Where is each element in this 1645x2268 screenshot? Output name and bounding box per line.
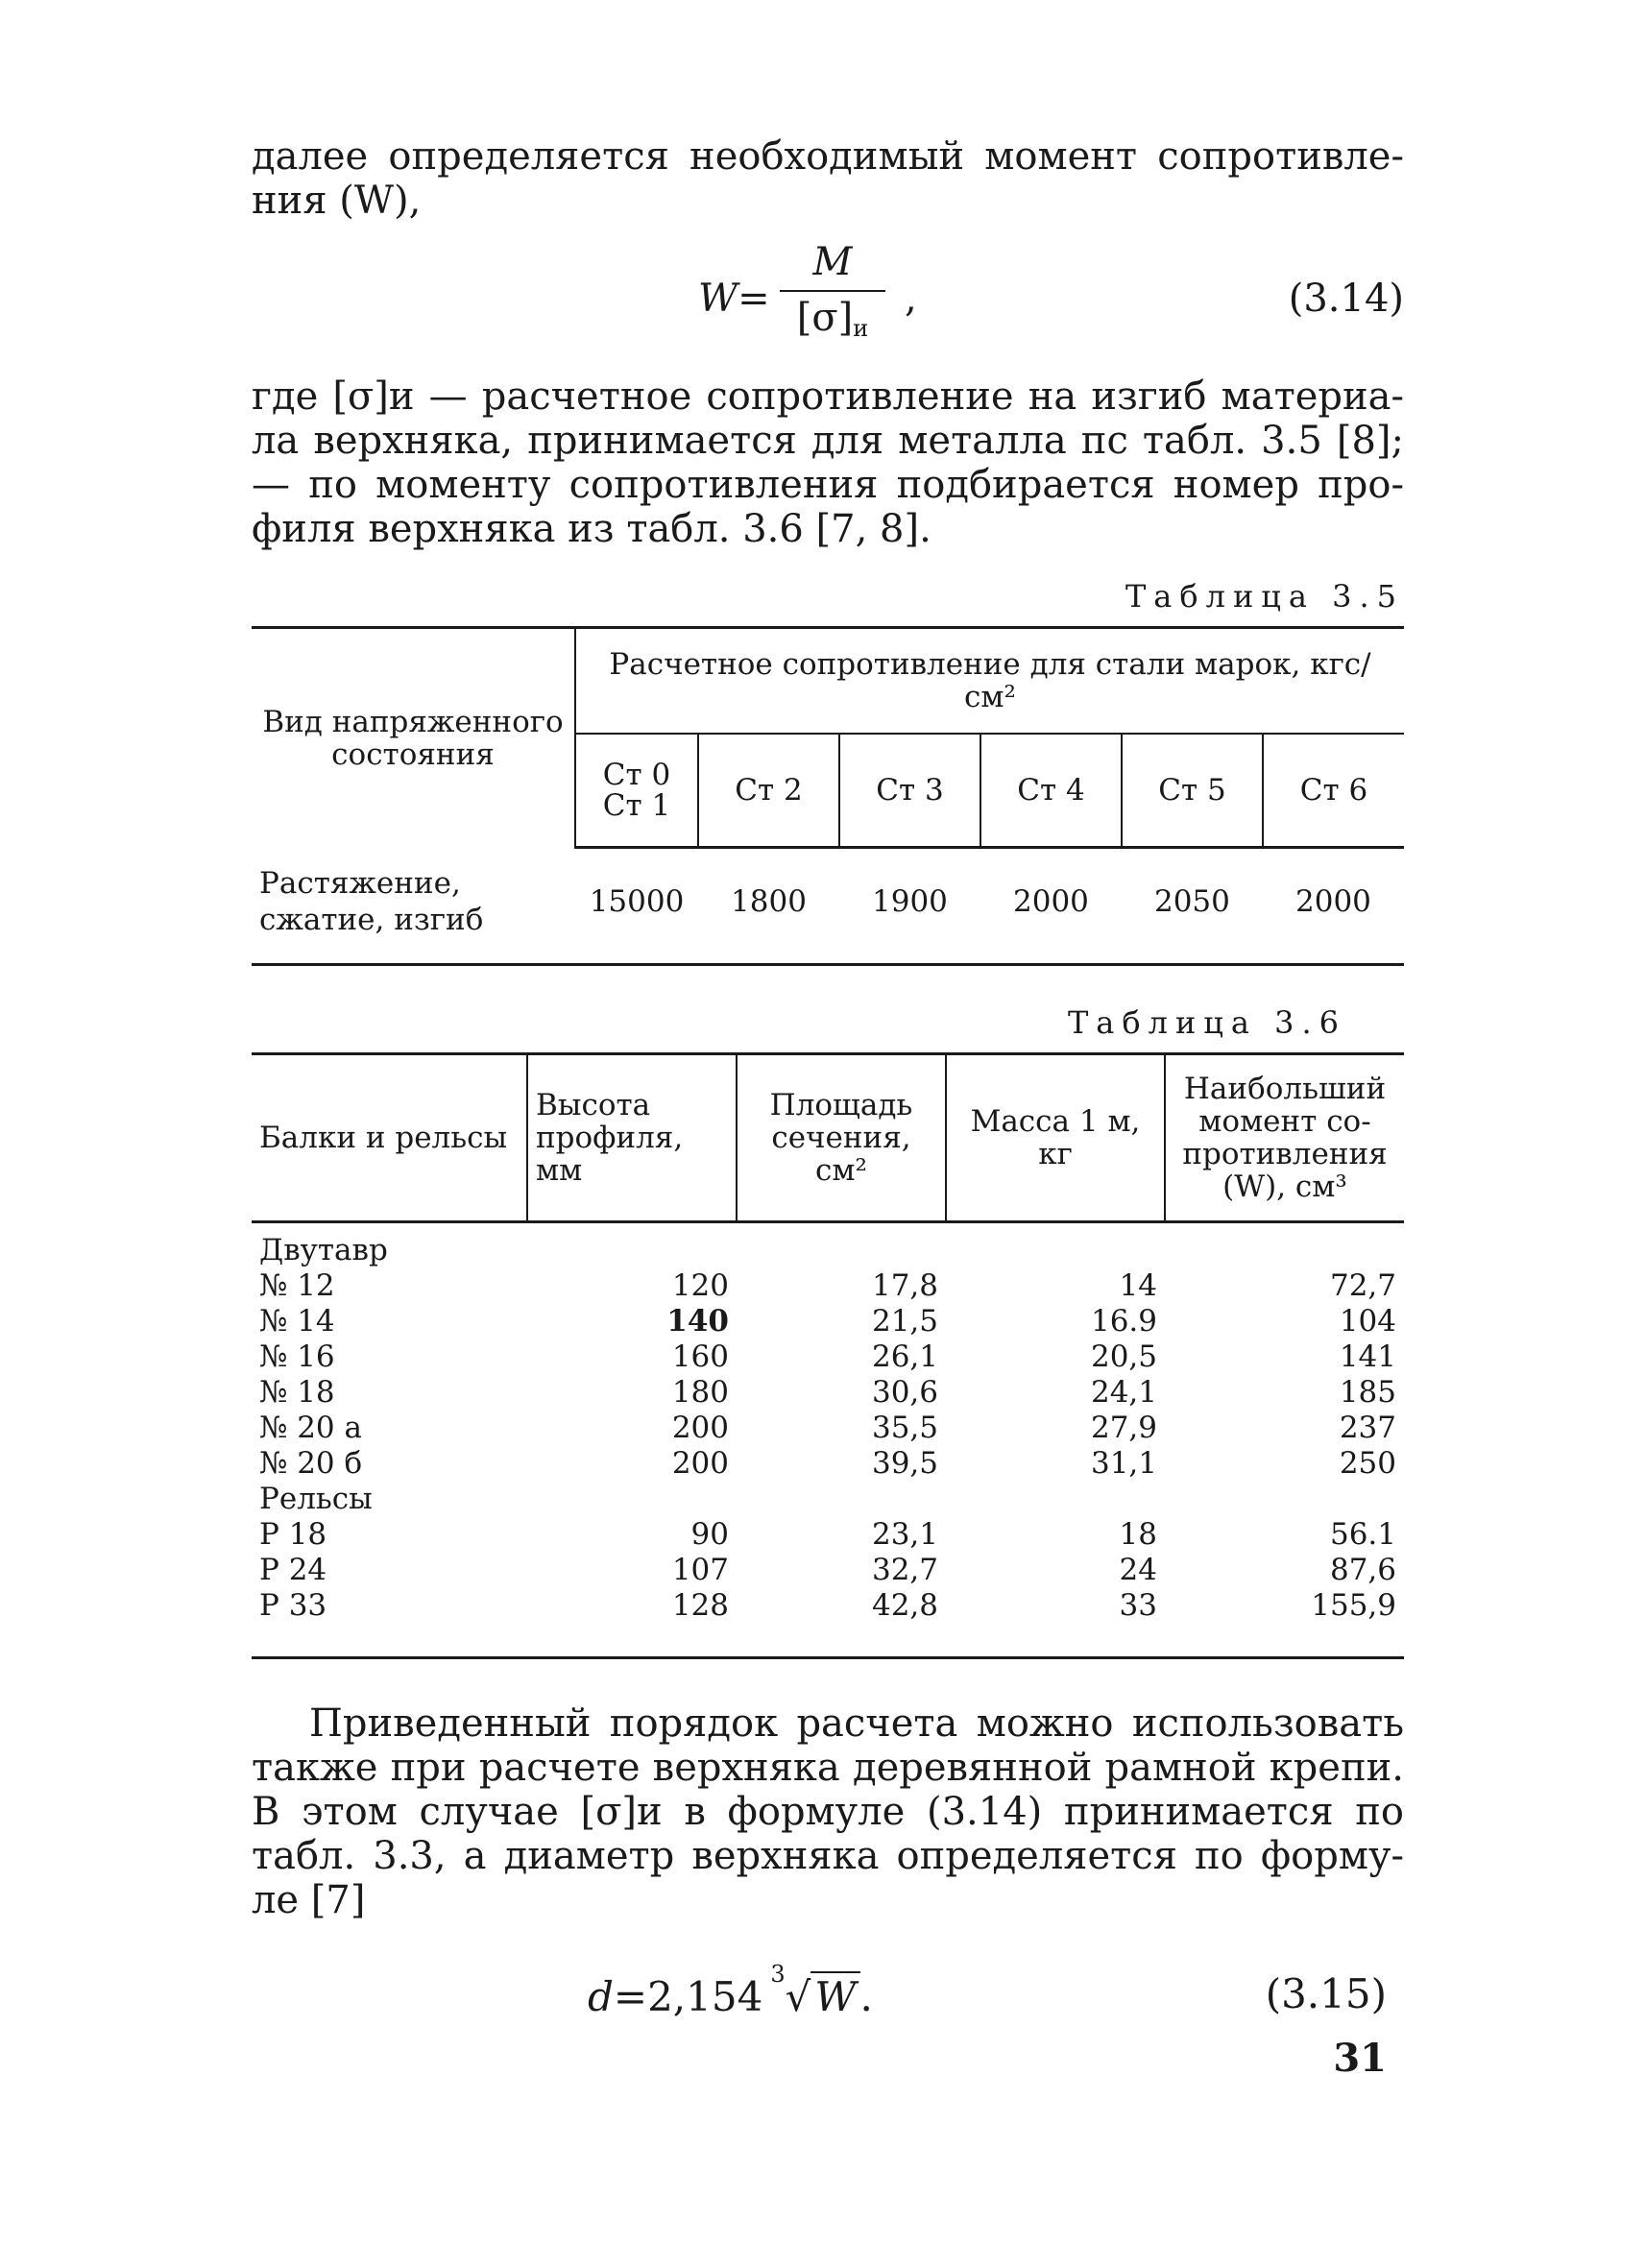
table-cell: 17,8 xyxy=(871,1267,938,1303)
table-cell: 20,5 xyxy=(1090,1339,1157,1374)
table-cell: 32,7 xyxy=(871,1552,938,1587)
table-row xyxy=(252,1517,1404,1553)
table-row xyxy=(252,1375,1404,1411)
closing-line-3: В этом случае [σ]и в формуле (3.14) принимается по xyxy=(252,1789,1404,1834)
formula-expression xyxy=(588,1961,873,2020)
radical-sign: √ xyxy=(785,1972,811,2020)
page-number: 31 xyxy=(1333,2035,1387,2081)
formula-comma: , xyxy=(905,277,917,321)
page xyxy=(252,134,1404,2081)
table-row xyxy=(252,1446,1404,1482)
intro-paragraph xyxy=(252,134,1404,223)
group-row xyxy=(252,1482,1404,1517)
table-cell: 72,7 xyxy=(1329,1267,1396,1303)
table-3-5-caption: Таблица 3.5 xyxy=(1125,578,1404,615)
col-header-area: Площадь сечения, см² xyxy=(737,1053,946,1221)
grade-header: Ст 6 xyxy=(1263,734,1404,848)
table-cell: 1800 xyxy=(731,884,807,920)
table-cell: № 20 а xyxy=(259,1410,362,1445)
equation-number: (3.14) xyxy=(1288,277,1404,321)
group-label: Двутавр xyxy=(259,1232,388,1267)
table-cell: 237 xyxy=(1339,1410,1396,1445)
table-row xyxy=(252,1588,1404,1658)
table-cell: 1900 xyxy=(872,884,948,920)
grade-header: Ст 4 xyxy=(980,734,1122,848)
table-cell: 27,9 xyxy=(1090,1410,1157,1445)
closing-paragraph xyxy=(252,1701,1404,1922)
where-line-3: — по моменту сопротивления подбирается номер про- xyxy=(252,463,1404,507)
table-row xyxy=(252,1268,1404,1304)
table-cell: 23,1 xyxy=(871,1516,938,1552)
table-cell: 14 xyxy=(1119,1267,1157,1303)
formula-numerator: M xyxy=(812,240,853,284)
table-cell: 141 xyxy=(1339,1339,1396,1374)
row-label: Растяжение, сжатие, изгиб xyxy=(259,865,484,937)
table-cell: № 20 б xyxy=(259,1445,363,1481)
table-cell: 180 xyxy=(671,1374,729,1410)
fraction-bar xyxy=(780,290,885,292)
formula-fraction xyxy=(780,240,885,342)
table-cell: 185 xyxy=(1339,1374,1396,1410)
where-line-4: филя верхняка из табл. 3.6 [7, 8]. xyxy=(252,507,931,551)
table-cell: 2000 xyxy=(1013,884,1089,920)
intro-line-1: далее определяется необходимый момент сопротивле- xyxy=(252,134,1404,179)
table-cell: № 12 xyxy=(259,1267,335,1303)
table-3-5-group-header: Расчетное сопротивление для стали марок, кгс/см² xyxy=(575,628,1404,735)
table-cell: 250 xyxy=(1339,1445,1396,1481)
table-3-6 xyxy=(252,1052,1404,1659)
table-cell: 24,1 xyxy=(1090,1374,1157,1410)
table-cell: 56.1 xyxy=(1329,1516,1396,1552)
grade-header: Ст 2 xyxy=(698,734,839,848)
equation-number: (3.15) xyxy=(1265,1969,1387,2017)
table-cell: 2050 xyxy=(1153,884,1230,920)
table-cell: 90 xyxy=(690,1516,729,1552)
grade-header: Ст 3 xyxy=(839,734,980,848)
table-cell: № 16 xyxy=(259,1339,335,1374)
table-cell: № 14 xyxy=(259,1303,335,1339)
col-header-moment: Наибольший момент со-противления (W), см³ xyxy=(1165,1053,1404,1221)
table-row xyxy=(252,1304,1404,1339)
radicand: W xyxy=(810,1971,859,2020)
where-line-2: ла верхняка, принимается для металла пс табл. 3.5 [8]; xyxy=(252,419,1404,463)
formula-d: d xyxy=(588,1972,614,2020)
table-cell: Р 18 xyxy=(259,1516,327,1552)
formula-3-15 xyxy=(252,1932,1404,2028)
table-cell: 160 xyxy=(671,1339,729,1374)
table-cell: 16.9 xyxy=(1090,1303,1157,1339)
table-cell: 21,5 xyxy=(871,1303,938,1339)
table-cell: 120 xyxy=(671,1267,729,1303)
denominator-main: [σ] xyxy=(796,296,854,340)
table-cell: 2000 xyxy=(1295,884,1371,920)
col-header-mass: Масса 1 м, кг xyxy=(946,1053,1165,1221)
formula-coefficient: =2,154 xyxy=(613,1972,763,2020)
closing-line-5: ле [7] xyxy=(252,1877,366,1922)
table-cell: 31,1 xyxy=(1090,1445,1157,1481)
col-header-height: Высота профиля, мм xyxy=(527,1053,737,1221)
table-cell: 30,6 xyxy=(871,1374,938,1410)
where-line-1: где [σ]и — расчетное сопротивление на изгиб материа- xyxy=(252,374,1404,419)
table-cell: 155,9 xyxy=(1311,1587,1396,1623)
intro-line-2: ния (W), xyxy=(252,179,422,223)
closing-line-1: Приведенный порядок расчета можно использовать xyxy=(309,1701,1404,1746)
table-cell: 140 xyxy=(666,1303,729,1339)
table-cell: 35,5 xyxy=(871,1410,938,1445)
table-cell: Р 33 xyxy=(259,1587,327,1623)
table-cell: 18 xyxy=(1119,1516,1157,1552)
table-row xyxy=(252,1553,1404,1588)
denominator-subscript: и xyxy=(853,315,869,342)
where-paragraph xyxy=(252,374,1404,551)
closing-line-4: табл. 3.3, а диаметр верхняка определяется по форму- xyxy=(252,1833,1404,1878)
table-cell: 33 xyxy=(1119,1587,1157,1623)
table-row xyxy=(252,1411,1404,1446)
grade-header: Ст 0 Ст 1 xyxy=(575,734,698,848)
table-3-6-caption: Таблица 3.6 xyxy=(1067,1003,1346,1041)
table-cell: 200 xyxy=(671,1410,729,1445)
grade-header: Ст 5 xyxy=(1122,734,1263,848)
col-header-beams: Балки и рельсы xyxy=(252,1053,527,1221)
table-3-5 xyxy=(252,626,1404,966)
table-cell: 200 xyxy=(671,1445,729,1481)
formula-period: . xyxy=(859,1972,873,2020)
table-cell: 15000 xyxy=(589,884,685,920)
formula-lhs: W= xyxy=(698,277,770,321)
table-3-5-left-header: Вид напряженного состояния xyxy=(252,628,575,848)
table-cell: № 18 xyxy=(259,1374,335,1410)
table-cell: 107 xyxy=(671,1552,729,1587)
table-cell: Р 24 xyxy=(259,1552,327,1587)
group-label: Рельсы xyxy=(259,1481,373,1516)
table-cell: 128 xyxy=(671,1587,729,1623)
table-cell: 87,6 xyxy=(1329,1552,1396,1587)
formula-denominator xyxy=(780,296,885,342)
table-row xyxy=(252,1339,1404,1375)
table-cell: 104 xyxy=(1339,1303,1396,1339)
formula-3-14 xyxy=(252,240,1404,365)
table-cell: 42,8 xyxy=(871,1587,938,1623)
table-cell: 39,5 xyxy=(871,1445,938,1481)
closing-line-2: также при расчете верхняка деревянной рамной крепи. xyxy=(252,1745,1404,1790)
group-row xyxy=(252,1221,1404,1268)
table-row xyxy=(252,848,1404,965)
root-index: 3 xyxy=(770,1960,786,1988)
table-cell: 26,1 xyxy=(871,1339,938,1374)
table-cell: 24 xyxy=(1119,1552,1157,1587)
